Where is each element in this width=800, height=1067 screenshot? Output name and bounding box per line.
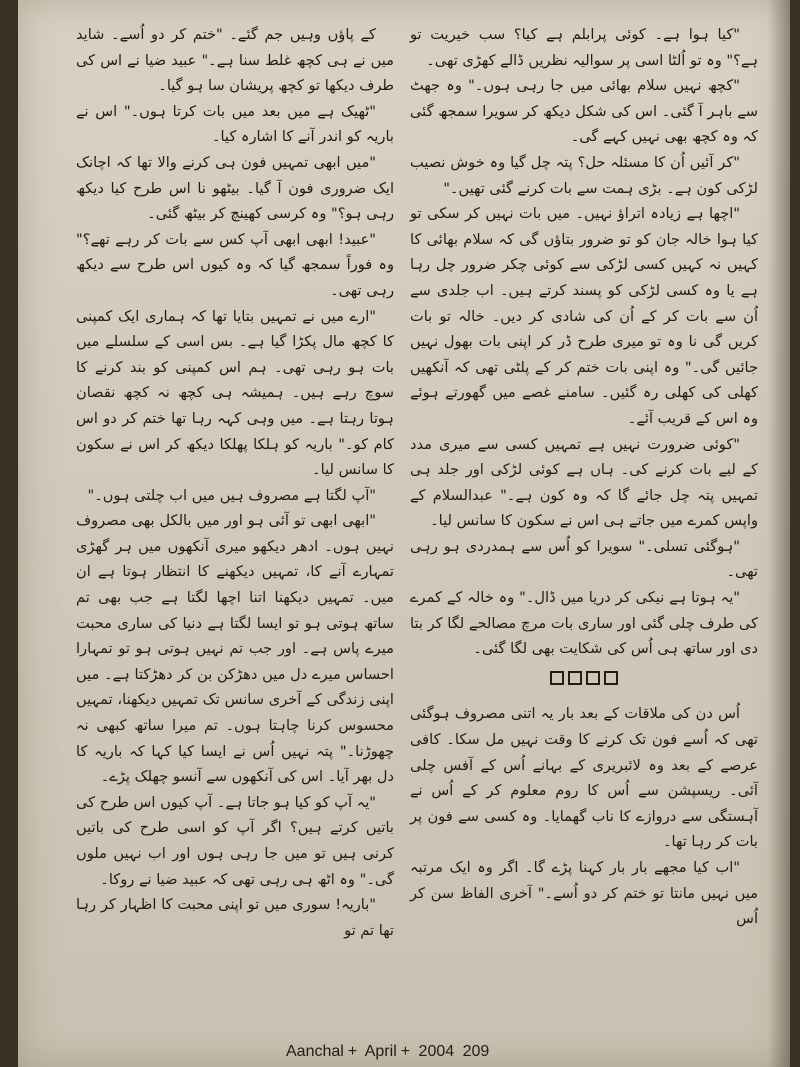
footer-month: April [364,1043,397,1060]
paragraph: "عبید! ابھی ابھی آپ کس سے بات کر رہے تھے؟" وہ فوراً سمجھ گیا کہ وہ کیوں اس طرح سے دیکھ رہی تھی۔ [76,230,394,299]
paragraph: کے پاؤں وہیں جم گئے۔ "ختم کر دو اُسے۔ شاید میں نے ہی کچھ غلط سنا ہے۔" عبید ضیا نے اس کی طرف دیکھا تو کچھ پریشان سا ہو گیا۔ [76,26,394,95]
left-column [76,22,394,943]
page-footer [286,1043,586,1061]
divider-box-icon [586,671,600,685]
paragraph: "ٹھیک ہے میں بعد میں بات کرتا ہوں۔" اس نے باریہ کو اندر آنے کا اشارہ کیا۔ [76,102,394,146]
paragraph: "میں ابھی تمہیں فون ہی کرنے والا تھا کہ اچانک ایک ضروری فون آ گیا۔ بیٹھو نا اس طرح کیا دیکھ رہی ہو؟" وہ کرسی کھینچ کر بیٹھ گئی۔ [76,153,394,223]
paragraph: "ابھی ابھی تو آئی ہو اور میں بالکل بھی مصروف نہیں ہوں۔ ادھر دیکھو میری آنکھوں میں ہر گھڑی تمہارے آنے کا، تمہیں دیکھنے کا انتظار ہوتا ہے ان میں۔ تمہیں دیکھنا اتنا اچھا لگتا ہے جب بھی تم ساتھ ہوتی ہو تو ایسا لگتا ہے دنیا کی ساری محبت میرے پاس ہے۔ اور جب تم نہیں ہوتی ہو تو تمہارا احساس میرے دل میں دھڑکن بن کر دھڑکتا ہے۔ میں اپنی زندگی کے آخری سانس تک تمہیں دیکھنا، تمہیں محسوس کرنا چاہتا ہوں۔ تم میرا ساتھ کبھی نہ چھوڑنا۔" پتہ نہیں اُس نے ایسا کیا کہا کہ باریہ کا دل بھر آیا۔ اس کی آنکھوں سے آنسو چھلک پڑے۔ [76,512,394,786]
section-divider [410,668,758,694]
divider-box-icon [568,671,582,685]
paragraph: "اچھا ہے زیادہ اتراؤ نہیں۔ میں بات نہیں کر سکی تو کیا ہوا خالہ جان کو تو ضرور بتاؤں گی کہ سلام بھائی کا کہیں نہ کہیں کسی لڑکی سے کوئی چکر ضرور چل رہا ہے یا وہ کسی لڑکی کو پسند کرتے ہیں۔ اب جلدی سے اُن سے بات کر کے اُن کی شادی کر دیں۔ خالہ تو بات کریں گی نا وہ تو میری طرح ڈر کر اپنی بات بھول نہیں جائیں گی۔" وہ اپنی بات ختم کر کے پلٹی تھی کہ آنکھیں کھلی کی کھلی رہ گئیں۔ سامنے غصے میں گھورتے ہوئے وہ اس کے قریب آئے۔ [410,205,758,427]
divider-box-icon [604,671,618,685]
paragraph: "اب کیا مجھے بار بار کہنا پڑے گا۔ اگر وہ ایک مرتبہ میں نہیں مانتا تو ختم کر دو اُسے۔" آخری الفاظ سن کر اُس [410,859,758,928]
right-column [410,22,758,932]
paragraph: "کیا ہوا ہے۔ کوئی پرابلم ہے کیا؟ سب خیریت تو ہے؟" وہ تو اُلٹا اسی پر سوالیہ نظریں ڈالے کھڑی تھی۔ [410,26,758,69]
footer-separator: + [347,1043,358,1060]
paragraph: "کوئی ضرورت نہیں ہے تمہیں کسی سے میری مدد کے لیے بات کرنے کی۔ ہاں ہے کوئی لڑکی اور جلد ہی تمہیں پتہ چل جائے گا کہ وہ کون ہے۔" عبدالسلام کے واپس کمرے میں جاتے ہی اس نے سکون کا سانس لیا۔ [410,435,758,530]
paragraph: "یہ آپ کو کیا ہو جاتا ہے۔ آپ کیوں اس طرح کی باتیں کرتے ہیں؟ اگر آپ کو اسی طرح کی باتیں کرنی ہیں تو میں جا رہی ہوں اور اب نہیں ملوں گی۔" وہ اٹھ ہی رہی تھی کہ عبید ضیا نے روکا۔ [76,793,394,888]
paragraph: "یہ ہوتا ہے نیکی کر دریا میں ڈال۔" وہ خالہ کے کمرے کی طرف چلی گئی اور ساری بات مرچ مصالحے لگا کر بتا دی اور ساتھ ہی اُس کی شکایت بھی لگا گئی۔ [410,589,758,658]
paragraph: "کر آئیں اُن کا مسئلہ حل؟ پتہ چل گیا وہ خوش نصیب لڑکی کون ہے۔ بڑی ہمت سے بات کرنے گئی تھیں۔" [410,153,758,197]
magazine-page [18,0,790,1067]
divider-box-icon [550,671,564,685]
footer-year: 2004 [418,1043,455,1060]
paragraph: "ارے میں نے تمہیں بتایا تھا کہ ہماری ایک کمپنی کا کچھ مال پکڑا گیا ہے۔ بس اسی کے سلسلے میں بات ہو رہی تھی۔ ہم اس کمپنی کو بند کرنے کا سوچ رہے ہیں۔ ہمیشہ ہی کچھ نہ کچھ نقصان ہوتا رہتا ہے۔ میں وہی کہہ رہا تھا ختم کر دو اس کام کو۔" باریہ کو ہلکا پھلکا دیکھ کر اس نے سکون کا سانس لیا۔ [76,307,394,479]
paragraph: "ہوگئی تسلی۔" سویرا کو اُس سے ہمدردی ہو رہی تھی۔ [410,537,758,581]
paragraph: "باریہ! سوری میں تو اپنی محبت کا اظہار کر رہا تھا تم تو [76,896,394,939]
paragraph: "کچھ نہیں سلام بھائی میں جا رہی ہوں۔" وہ جھٹ سے باہر آ گئی۔ اس کی شکل دیکھ کر سویرا سمجھ گئی کہ وہ کچھ بھی نہیں کہے گی۔ [410,77,758,146]
footer-page-number: 209 [462,1043,490,1060]
paragraph: "آپ لگتا ہے مصروف ہیں میں اب چلتی ہوں۔" [87,486,376,504]
footer-separator: + [400,1043,411,1060]
paragraph: اُس دن کی ملاقات کے بعد بار یہ اتنی مصروف ہوگئی تھی کہ اُسے فون تک کرنے کا وقت نہیں مل سکا۔ کافی عرصے کے بعد وہ لائبریری کے بہانے اُس کے آفس چلی آئی۔ ریسپشن سے اُس کا روم معلوم کر کے اُس نے آہستگی سے دروازے کا ناب گھمایا۔ وہ کسی سے فون پر بات کر رہا تھا۔ [410,705,758,851]
footer-magazine-name: Aanchal [286,1043,344,1060]
page-edge-shadow [768,0,790,1067]
